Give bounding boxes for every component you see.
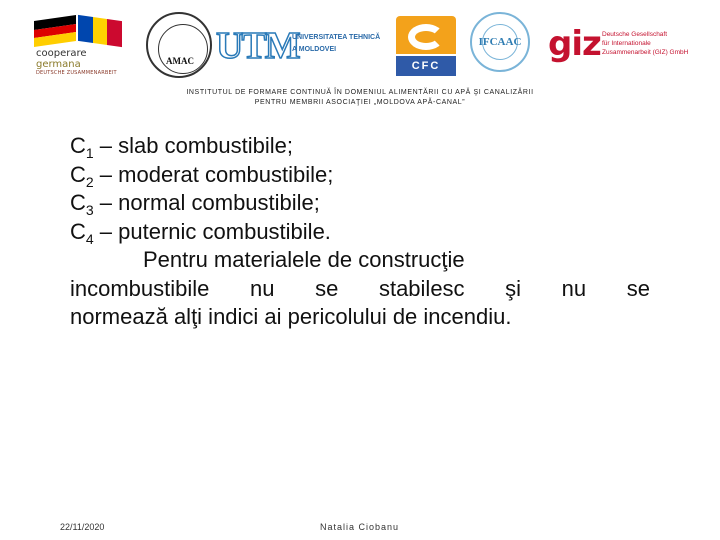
class-letter: C <box>70 161 86 187</box>
footer-author: Natalia Ciobanu <box>320 522 400 532</box>
class-letter: C <box>70 190 86 215</box>
class-item-c1 <box>70 132 650 161</box>
paragraph-line3: normează alţi indici ai pericolului de incendiu. <box>70 304 512 329</box>
class-index: 3 <box>85 202 94 218</box>
class-index: 4 <box>85 230 94 247</box>
cfc-emblem-icon <box>396 16 456 54</box>
cfc-text: CFC <box>396 56 456 76</box>
cfc-logo <box>394 10 460 80</box>
utm-logo <box>214 10 390 80</box>
class-letter: C <box>70 133 86 158</box>
cooperare-text <box>36 48 124 77</box>
ifcaac-logo <box>466 10 532 80</box>
class-description: – normal combustibile; <box>93 190 320 215</box>
amac-emblem-icon <box>146 12 212 78</box>
header-line2: PENTRU MEMBRII ASOCIAŢIEI „MOLDOVA APĂ-CANAL” <box>254 98 466 106</box>
german-flag-icon <box>34 15 76 47</box>
class-item-c2 <box>70 161 650 190</box>
flags-icon <box>34 18 124 44</box>
ifcaac-text: IFCAAC <box>478 36 522 48</box>
slide-body <box>70 132 650 332</box>
amac-text: AMAC <box>166 56 194 66</box>
cfc-c-shape <box>408 24 444 50</box>
class-description: – slab combustibile; <box>93 133 294 158</box>
utm-name <box>292 32 380 56</box>
giz-line3: Zusammenarbeit (GIZ) GmbH <box>602 49 689 56</box>
class-item-c3 <box>70 189 650 218</box>
cooperare-germana-logo <box>32 10 124 80</box>
header-line1: INSTITUTUL DE FORMARE CONTINUĂ ÎN DOMENIUL ALIMENTĂRII CU APĂ ŞI CANALIZĂRII <box>186 89 534 96</box>
utm-name-line2: A MOLDOVEI <box>292 46 337 53</box>
giz-text <box>602 30 688 57</box>
giz-line1: Deutsche Gesellschaft <box>602 31 668 38</box>
moldovan-flag-icon <box>78 15 122 47</box>
cooperare-line3: DEUTSCHE ZUSAMMENARBEIT <box>36 70 117 76</box>
utm-mark: UTM <box>216 25 299 67</box>
amac-logo <box>144 10 216 80</box>
paragraph-line1: Pentru materialele de construcţie <box>143 247 465 272</box>
cooperare-line1: cooperare <box>36 48 87 59</box>
institute-header <box>120 88 600 107</box>
cooperare-line2: germana <box>36 59 81 70</box>
giz-mark: giz <box>548 24 601 64</box>
class-index: 2 <box>85 173 94 190</box>
class-description: – puternic combustibile. <box>93 218 331 244</box>
class-description: – moderat combustibile; <box>93 161 334 187</box>
giz-logo <box>548 10 708 80</box>
giz-line2: für Internationale <box>602 40 651 47</box>
footer-date: 22/11/2020 <box>60 522 105 532</box>
class-index: 1 <box>85 145 94 161</box>
utm-name-line1: UNIVERSITATEA TEHNICĂ <box>292 34 381 41</box>
class-item-c4 <box>70 218 650 247</box>
class-letter: C <box>70 218 86 244</box>
amac-inner-ring <box>158 24 208 74</box>
paragraph-line2: incombustibile nu se stabilesc şi nu se <box>70 275 650 301</box>
